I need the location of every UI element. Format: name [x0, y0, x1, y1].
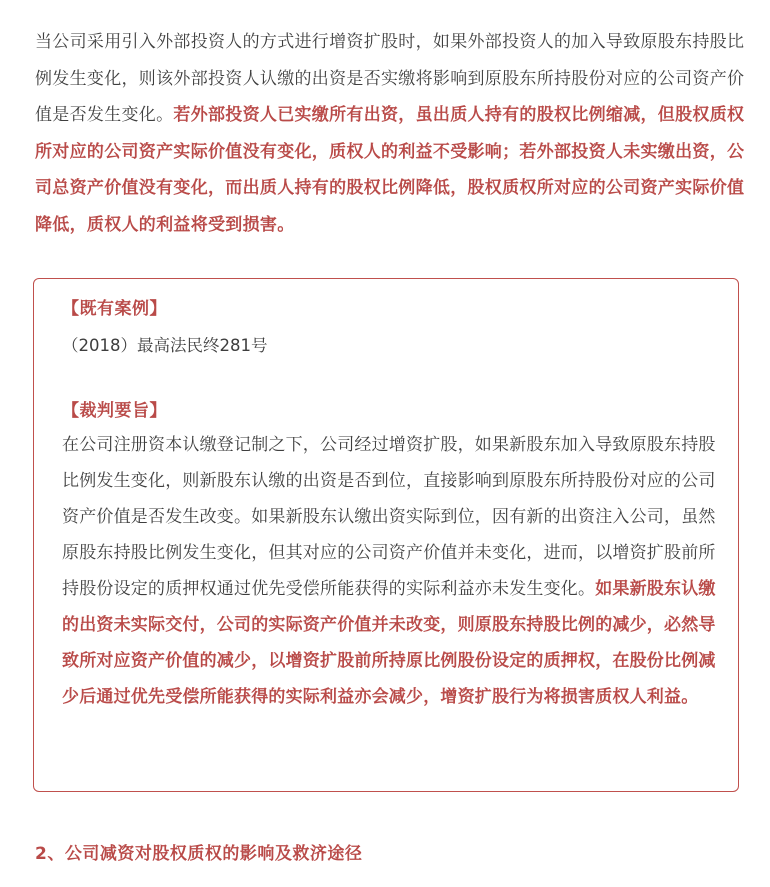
ruling-paragraph	[62, 427, 720, 715]
case-box	[33, 278, 739, 792]
section-title: 2、公司减资对股权质权的影响及救济途径	[35, 844, 363, 864]
intro-normal-text: 当公司采用引入外部投资人的方式进行增资扩股时，如果外部投资人的加入导致原股东持股比例发生变化，则该外部投资人认缴的出资是否实缴将影响到原股东所持股份对应的公司资产价值是否发生变化。	[35, 32, 745, 125]
ruling-normal-text: 在公司注册资本认缴登记制之下，公司经过增资扩股，如果新股东加入导致原股东持股比例发生变化，则新股东认缴的出资是否到位，直接影响到原股东所持股份对应的公司资产价值是否发生改变。如果新股东认缴出资实际到位，因有新的出资注入公司，虽然原股东持股比例发生变化，但其对应的公司资产价值并未变化，进而，以增资扩股前所持股份设定的质押权通过优先受偿所能获得的实际利益亦未发生变化。	[62, 435, 716, 599]
ruling-highlight-text: 如果新股东认缴的出资未实际交付，公司的实际资产价值并未改变，则原股东持股比例的减少，必然导致所对应资产价值的减少，以增资扩股前所持原比例股份设定的质押权，在股份比例减少后通过优先受偿所能获得的实际利益亦会减少，增资扩股行为将损害质权人利益。	[62, 579, 716, 707]
case-number: （2018）最高法民终281号	[62, 336, 268, 355]
ruling-heading: 【裁判要旨】	[62, 401, 167, 421]
existing-case-heading: 【既有案例】	[62, 299, 167, 319]
intro-highlight-text: 若外部投资人已实缴所有出资，虽出质人持有的股权比例缩减，但股权质权所对应的公司资产实际价值没有变化，质权人的利益不受影响；若外部投资人未实缴出资，公司总资产价值没有变化，而出质人持有的股权比例降低，股权质权所对应的公司资产实际价值降低，质权人的利益将受到损害。	[35, 105, 745, 235]
intro-paragraph	[35, 24, 747, 243]
